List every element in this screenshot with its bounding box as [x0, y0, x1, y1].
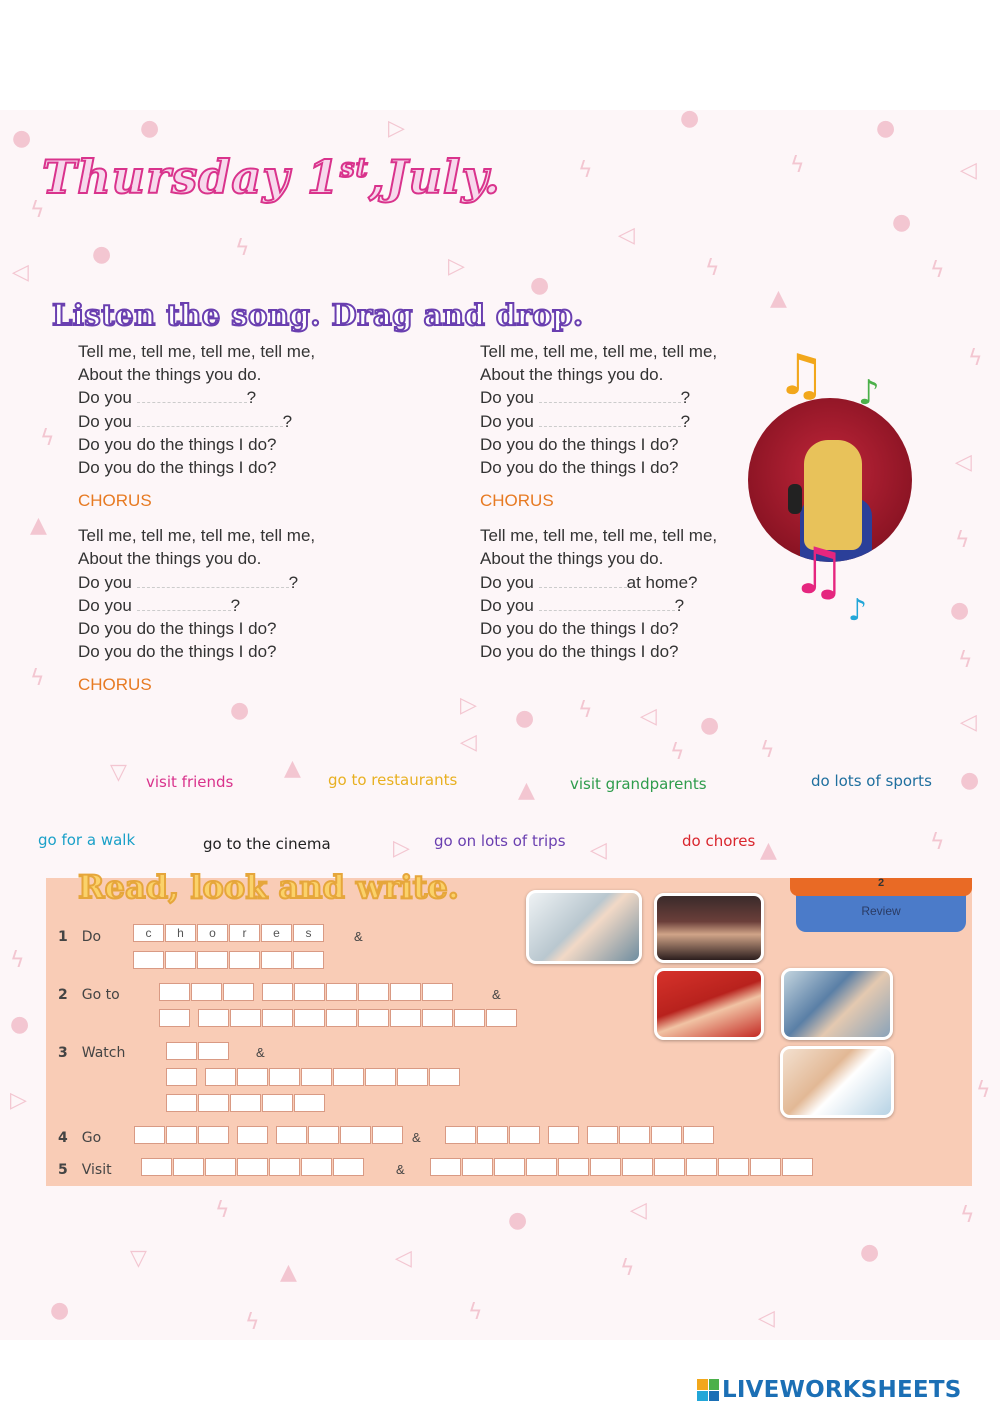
drop-target[interactable] [137, 388, 247, 403]
answer-boxes[interactable] [166, 1068, 461, 1086]
draggable-word[interactable]: visit grandparents [570, 775, 707, 793]
letter-box[interactable] [191, 983, 222, 1001]
ampersand: & [492, 987, 501, 1002]
letter-box[interactable] [548, 1126, 579, 1144]
ampersand: & [412, 1130, 421, 1145]
lyric-line: Do you do the things I do? [78, 457, 277, 477]
lyric-line: About the things you do. [480, 549, 664, 569]
letter-box[interactable] [269, 1158, 300, 1176]
letter-box[interactable] [333, 1158, 364, 1176]
letter-box[interactable] [229, 951, 260, 969]
lyric-gap-line [78, 386, 315, 409]
lyric-line: Tell me, tell me, tell me, tell me, [480, 526, 718, 546]
letter-box[interactable] [397, 1068, 428, 1086]
letter-box[interactable] [445, 1126, 476, 1144]
letter-box: o [197, 924, 228, 942]
lyric-line: Do you do the things I do? [480, 642, 679, 662]
letter-box[interactable] [486, 1009, 517, 1027]
letter-box[interactable] [198, 1042, 229, 1060]
letter-box[interactable] [294, 1009, 325, 1027]
lyric-prefix: Do you [480, 411, 534, 431]
lyric-qmark: ? [288, 572, 299, 592]
draggable-word[interactable]: visit friends [146, 773, 234, 791]
letter-box[interactable] [294, 983, 325, 1001]
draggable-word[interactable]: go on lots of trips [434, 832, 566, 850]
letter-box[interactable] [205, 1158, 236, 1176]
letter-box: e [261, 924, 292, 942]
lyric-line: Do you do the things I do? [78, 618, 277, 638]
answer-boxes[interactable] [159, 983, 454, 1001]
chorus-label: CHORUS [78, 491, 152, 511]
letter-box[interactable] [462, 1158, 493, 1176]
photo-cinema [654, 893, 764, 963]
answer-boxes[interactable] [430, 1158, 814, 1176]
letter-box[interactable] [133, 951, 164, 969]
answer-boxes-example [133, 924, 325, 942]
lyric-prefix: Do you [78, 595, 132, 615]
music-note-icon: ♫ [776, 343, 827, 408]
lyric-line: About the things you do. [480, 365, 664, 385]
letter-box[interactable] [686, 1158, 717, 1176]
letter-box[interactable] [372, 1126, 403, 1144]
letter-box[interactable] [390, 983, 421, 1001]
letter-box[interactable] [683, 1126, 714, 1144]
exercise-row-label: 1 Do [58, 929, 102, 945]
review-label: Review [861, 904, 901, 918]
liveworksheets-brand: LIVEWORKSHEETS [722, 1377, 962, 1403]
drop-target[interactable] [539, 412, 681, 427]
letter-box[interactable] [422, 983, 453, 1001]
lyric-gap-line [480, 386, 717, 409]
lyric-qmark: ? [680, 411, 691, 431]
lyric-line: Do you do the things I do? [480, 618, 679, 638]
letter-box[interactable] [622, 1158, 653, 1176]
draggable-word[interactable]: go to restaurants [328, 771, 458, 789]
letter-box[interactable] [262, 983, 293, 1001]
drop-target[interactable] [137, 412, 283, 427]
ampersand: & [396, 1162, 405, 1177]
microphone-icon [788, 484, 802, 514]
letter-box[interactable] [230, 1009, 261, 1027]
letter-box[interactable] [587, 1126, 618, 1144]
letter-box[interactable] [198, 1126, 229, 1144]
letter-box[interactable] [237, 1158, 268, 1176]
answer-boxes[interactable] [141, 1158, 365, 1176]
music-note-icon: ♫ [790, 535, 848, 609]
letter-box[interactable] [237, 1126, 268, 1144]
letter-box[interactable] [276, 1126, 307, 1144]
letter-box[interactable] [261, 951, 292, 969]
lyric-line: About the things you do. [78, 365, 262, 385]
lyric-prefix: Do you [480, 595, 534, 615]
letter-box[interactable] [159, 1009, 190, 1027]
exercise-row-label: 3 Watch [58, 1045, 126, 1061]
drop-target[interactable] [539, 388, 681, 403]
letter-box[interactable] [159, 983, 190, 1001]
letter-box[interactable] [494, 1158, 525, 1176]
letter-box[interactable] [477, 1126, 508, 1144]
answer-boxes[interactable] [134, 1126, 404, 1144]
lyric-qmark: ? [680, 388, 691, 408]
answer-boxes[interactable] [166, 1042, 230, 1060]
letter-box[interactable] [430, 1158, 461, 1176]
letter-box[interactable] [294, 1094, 325, 1112]
letter-box[interactable] [654, 1158, 685, 1176]
letter-box[interactable] [134, 1126, 165, 1144]
song-column-left [78, 340, 315, 699]
exercise-row-label: 4 Go [58, 1130, 102, 1146]
letter-box[interactable] [293, 951, 324, 969]
letter-box[interactable] [223, 983, 254, 1001]
letter-box[interactable] [429, 1068, 460, 1086]
photo-friends [780, 1046, 894, 1118]
photo-sports-team [654, 968, 764, 1040]
letter-box[interactable] [262, 1009, 293, 1027]
letter-box[interactable] [358, 1009, 389, 1027]
song-instruction: Listen the song. Drag and drop. [52, 298, 584, 332]
letter-box[interactable] [422, 1009, 453, 1027]
letter-box[interactable] [308, 1126, 339, 1144]
liveworksheets-logo [697, 1377, 961, 1403]
lyric-line: Do you do the things I do? [78, 642, 277, 662]
letter-box[interactable] [230, 1094, 261, 1112]
lyric-qmark: ? [246, 388, 257, 408]
letter-box[interactable] [166, 1068, 197, 1086]
letter-box[interactable] [166, 1094, 197, 1112]
letter-box[interactable] [165, 951, 196, 969]
lyric-gap-line [78, 571, 315, 594]
chorus-label: CHORUS [78, 675, 152, 695]
lyric-qmark: ? [282, 411, 293, 431]
song-column-right [480, 340, 717, 663]
letter-box[interactable] [718, 1158, 749, 1176]
review-tab [790, 878, 972, 956]
letter-box[interactable] [651, 1126, 682, 1144]
draggable-word[interactable]: go for a walk [38, 831, 136, 849]
exercise-row-label: 5 Visit [58, 1162, 112, 1178]
write-instruction: Read, look and write. [78, 868, 459, 906]
photo-restaurant [781, 968, 893, 1040]
letter-box[interactable] [173, 1158, 204, 1176]
lyric-gap-line [480, 571, 717, 594]
liveworksheets-logo-icon [697, 1379, 719, 1401]
letter-box: r [229, 924, 260, 942]
lyric-suffix: at home? [626, 572, 698, 592]
drop-target[interactable] [539, 573, 627, 588]
drop-target[interactable] [137, 573, 289, 588]
letter-box[interactable] [237, 1068, 268, 1086]
lyric-line: Do you do the things I do? [78, 434, 277, 454]
drop-target[interactable] [539, 596, 675, 611]
letter-box[interactable] [509, 1126, 540, 1144]
lyric-qmark: ? [230, 595, 241, 615]
letter-box[interactable] [141, 1158, 172, 1176]
letter-box[interactable] [301, 1158, 332, 1176]
lyric-gap-line [480, 410, 717, 433]
letter-box[interactable] [333, 1068, 364, 1086]
lyric-line: Do you do the things I do? [480, 434, 679, 454]
lyric-prefix: Do you [78, 388, 132, 408]
answer-boxes[interactable] [133, 951, 325, 969]
review-number: 2 [877, 877, 885, 889]
letter-box[interactable] [750, 1158, 781, 1176]
letter-box[interactable] [301, 1068, 332, 1086]
chorus-label: CHORUS [480, 491, 554, 511]
draggable-word[interactable]: do chores [682, 832, 756, 850]
photo-washing-dishes [526, 890, 642, 964]
lyric-line: Tell me, tell me, tell me, tell me, [78, 342, 316, 361]
letter-box: s [293, 924, 324, 942]
lyric-line: About the things you do. [78, 549, 262, 569]
letter-box[interactable] [166, 1126, 197, 1144]
ampersand: & [256, 1045, 265, 1060]
answer-boxes[interactable] [166, 1094, 326, 1112]
lyric-prefix: Do you [78, 572, 132, 592]
letter-box: c [133, 924, 164, 942]
letter-box[interactable] [526, 1158, 557, 1176]
lyric-gap-line [78, 410, 315, 433]
letter-box[interactable] [365, 1068, 396, 1086]
draggable-word[interactable]: go to the cinema [203, 835, 331, 853]
letter-box[interactable] [262, 1094, 293, 1112]
letter-box[interactable] [619, 1126, 650, 1144]
letter-box[interactable] [558, 1158, 589, 1176]
lyric-line: Do you do the things I do? [480, 457, 679, 477]
draggable-word[interactable]: do lots of sports [811, 772, 932, 790]
lyric-prefix: Do you [480, 388, 534, 408]
letter-box[interactable] [590, 1158, 621, 1176]
letter-box[interactable] [166, 1042, 197, 1060]
letter-box[interactable] [782, 1158, 813, 1176]
letter-box[interactable] [326, 1009, 357, 1027]
letter-box[interactable] [198, 1009, 229, 1027]
letter-box[interactable] [340, 1126, 371, 1144]
lyric-gap-line [480, 594, 717, 617]
letter-box[interactable] [326, 983, 357, 1001]
lyric-line: Tell me, tell me, tell me, tell me, [480, 342, 718, 361]
exercise-row-label: 2 Go to [58, 987, 120, 1003]
letter-box[interactable] [390, 1009, 421, 1027]
music-note-icon: ♪ [848, 593, 868, 628]
letter-box[interactable] [269, 1068, 300, 1086]
letter-box: h [165, 924, 196, 942]
answer-boxes[interactable] [445, 1126, 715, 1144]
letter-box[interactable] [197, 951, 228, 969]
page-title: Thursday 1st,July. [42, 150, 501, 204]
lyric-line: Tell me, tell me, tell me, tell me, [78, 526, 316, 546]
lyric-prefix: Do you [78, 411, 132, 431]
music-note-icon: ♪ [858, 373, 880, 413]
ampersand: & [354, 929, 363, 944]
drop-target[interactable] [137, 596, 231, 611]
lyric-prefix: Do you [480, 572, 534, 592]
letter-box[interactable] [358, 983, 389, 1001]
answer-boxes[interactable] [159, 1009, 518, 1027]
letter-box[interactable] [198, 1094, 229, 1112]
lyric-qmark: ? [674, 595, 685, 615]
lyric-gap-line [78, 594, 315, 617]
letter-box[interactable] [205, 1068, 236, 1086]
letter-box[interactable] [454, 1009, 485, 1027]
